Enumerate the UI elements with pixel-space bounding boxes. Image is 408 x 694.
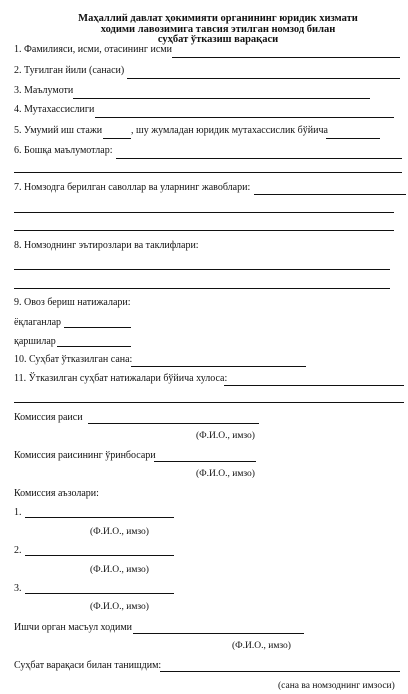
field-questions-line-2[interactable] [14,212,394,213]
vice-chair-label: Комиссия раисининг ўринбосари [14,450,156,461]
field-education-line[interactable] [73,98,370,99]
field-full-name-label: 1. Фамилияси, исми, отасининг исми [14,44,172,55]
form-title [40,14,396,46]
title-line-2: ходими лавозимига тавсия этилган номзод билан [100,23,336,35]
field-full-name-line[interactable] [172,57,400,58]
field-objections-line-2[interactable] [14,288,390,289]
field-conclusion-line-1[interactable] [224,385,404,386]
title-line-3: суҳбат ўтказиш варақаси [157,34,279,45]
member-2-number: 2. [14,545,22,556]
hr-officer-fio-caption: (Ф.И.О., имзо) [232,641,291,651]
field-voting-label: 9. Овоз бериш натижалари: [14,297,131,308]
field-experience-legal-line[interactable] [326,138,380,139]
member-3-fio-caption: (Ф.И.О., имзо) [90,602,149,612]
vice-chair-signature-line[interactable] [154,461,256,462]
chair-signature-line[interactable] [88,423,259,424]
member-2-fio-caption: (Ф.И.О., имзо) [90,565,149,575]
field-conclusion-label: 11. Ўтказилган суҳбат натижалари бўйича хулоса: [14,373,228,384]
field-other-info-line-1[interactable] [116,158,402,159]
field-objections-label: 8. Номзоднинг эътирозлари ва таклифлари: [14,240,199,251]
vice-chair-fio-caption: (Ф.И.О., имзо) [196,469,255,479]
title-line-1: Маҳаллий давлат ҳокимияти органининг юридик хизмати [78,13,358,24]
chair-fio-caption: (Ф.И.О., имзо) [196,431,255,441]
field-questions-label: 7. Номзодга берилган саволлар ва уларнинг жавоблари: [14,182,251,193]
member-2-signature-line[interactable] [25,555,174,556]
field-birth-date-label: 2. Туғилган йили (санаси) [14,65,125,76]
field-birth-date-line[interactable] [127,78,400,79]
field-interview-date-line[interactable] [131,366,306,367]
member-3-signature-line[interactable] [25,593,174,594]
member-1-fio-caption: (Ф.И.О., имзо) [90,527,149,537]
field-experience-total-line[interactable] [103,138,131,139]
members-label: Комиссия аъзолари: [14,488,99,499]
field-education-label: 3. Маълумоти [14,85,74,96]
acknowledgement-caption: (сана ва номзоднинг имзоси) [278,681,395,691]
acknowledgement-label: Суҳбат варақаси билан танишдим: [14,660,162,671]
field-specialty-label: 4. Мутахассислиги [14,104,95,115]
field-questions-line-1[interactable] [254,194,406,195]
field-votes-against-line[interactable] [57,346,131,347]
field-votes-for-label: ёқлаганлар [14,317,62,328]
acknowledgement-signature-line[interactable] [160,671,400,672]
field-other-info-label: 6. Бошқа маълумотлар: [14,145,113,156]
member-1-signature-line[interactable] [25,517,174,518]
field-votes-against-label: қаршилар [14,336,56,347]
member-1-number: 1. [14,507,22,518]
field-questions-line-3[interactable] [14,230,394,231]
member-3-number: 3. [14,583,22,594]
field-interview-date-label: 10. Суҳбат ўтказилган сана: [14,354,133,365]
hr-officer-signature-line[interactable] [133,633,304,634]
chair-label: Комиссия раиси [14,412,83,423]
field-other-info-line-2[interactable] [14,172,402,173]
field-specialty-line[interactable] [95,117,394,118]
field-votes-for-line[interactable] [64,327,131,328]
hr-officer-label: Ишчи орган масъул ходими [14,622,133,633]
field-conclusion-line-2[interactable] [14,402,404,403]
field-experience-label: 5. Умумий иш стажи [14,125,103,136]
field-objections-line-1[interactable] [14,269,390,270]
field-experience-legal-label: , шу жумладан юридик мутахассислик бўйича [131,125,328,136]
